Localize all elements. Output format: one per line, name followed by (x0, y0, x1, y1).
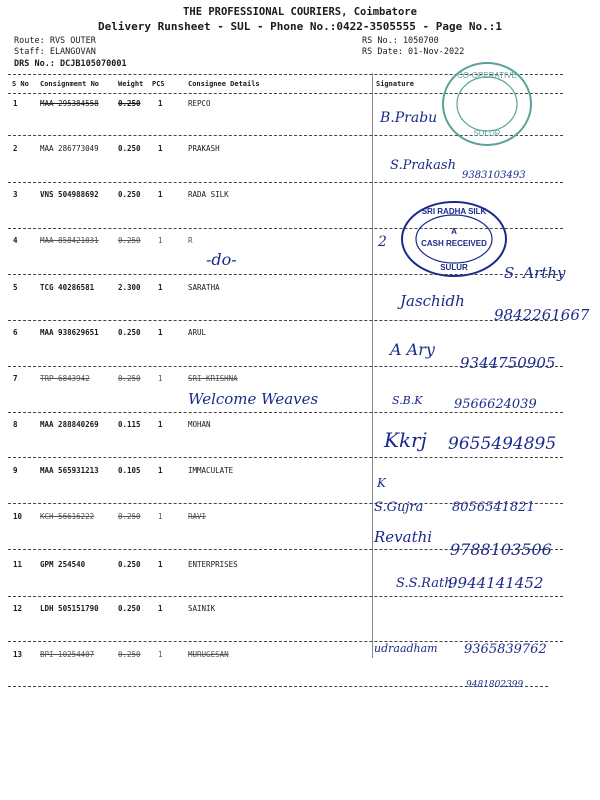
row-pcs: 1 (158, 466, 163, 475)
row-weight: 0.250 (118, 512, 141, 521)
phone-row12: 9944141452 (448, 574, 544, 592)
rs-number: RS No.: 1050700 (362, 36, 439, 46)
row-sno: 12 (13, 604, 23, 613)
row-consignee: RAVI (188, 512, 207, 521)
row-consignment: VNS 504988692 (40, 190, 99, 199)
row-consignee: IMMACULATE (188, 466, 234, 475)
header-weight: Weight (118, 80, 144, 88)
row-weight: 0.250 (118, 560, 141, 569)
row-consignee: R (188, 236, 193, 245)
row-consignee: MOHAN (188, 420, 211, 429)
row-consignment: MAA 295384558 (40, 99, 99, 108)
mark-row9: K (377, 476, 386, 490)
stamp-top-text: CO-OPERATIVE (457, 71, 517, 80)
row-weight: 0.250 (118, 328, 141, 337)
phone-row2: 9383103493 (462, 170, 526, 181)
row-consignee: SARATHA (188, 283, 220, 292)
cooperative-stamp (438, 58, 536, 150)
phone-row8: 9655494895 (448, 434, 557, 454)
row-sno: 4 (13, 236, 18, 245)
row-consignee: REPCO (188, 99, 211, 108)
row-sno: 1 (13, 99, 18, 108)
signature-row1: B.Prabu (380, 110, 438, 126)
name-row10: Revathi (374, 528, 433, 546)
signature-row7: S.B.K (392, 394, 423, 407)
signature-row12: S.S.Rath (396, 576, 453, 591)
row-pcs: 1 (158, 99, 163, 108)
row-pcs: 1 (158, 374, 163, 383)
row-pcs: 1 (158, 512, 163, 521)
row-sno: 10 (13, 512, 23, 521)
row-weight: 0.250 (118, 190, 141, 199)
rs-date: RS Date: 01-Nov-2022 (362, 47, 465, 57)
row-pcs: 1 (158, 328, 163, 337)
row-consignee: ENTERPRISES (188, 560, 238, 569)
row-rule (8, 182, 563, 183)
phone-row5: 9842261667 (494, 306, 590, 324)
row-weight: 0.105 (118, 466, 141, 475)
row-weight: 0.250 (118, 650, 141, 659)
name-row5: Jaschidh (400, 292, 465, 310)
row-consignment: MAA 286773049 (40, 144, 99, 153)
row-consignee: SAINIK (188, 604, 216, 613)
phone-row11: 9788103506 (450, 540, 552, 559)
row-weight: 2.300 (118, 283, 141, 292)
signature-row8: Kkrj (384, 428, 427, 452)
row-pcs: 1 (158, 420, 163, 429)
header-consignment: Consignment No (40, 80, 100, 88)
row-sno: 7 (13, 374, 18, 383)
phone-row6: 9344750905 (460, 354, 556, 372)
row-rule (8, 412, 563, 413)
stamp2-mid2-text: CASH RECEIVED (421, 239, 487, 248)
phone-row7: 9566624039 (454, 397, 537, 412)
header-sno: S No (12, 80, 29, 88)
row-consignment: TRP 6843942 (40, 374, 90, 383)
row-consignment: TCG 40286581 (40, 283, 95, 292)
row-sno: 6 (13, 328, 18, 337)
row-sno: 13 (13, 650, 23, 659)
signature-row13: udraadham (374, 642, 438, 655)
row-consignee: SRI KRISHNA (188, 374, 238, 383)
phone2-row13: 9481802399 (466, 680, 524, 690)
row-consignment: LDH 505151790 (40, 604, 99, 613)
row-rule (8, 596, 563, 597)
row-consignee: PRAKASH (188, 144, 220, 153)
row-consignment: KCH 56616222 (40, 512, 95, 521)
mark-row4: -do- (206, 250, 237, 269)
drs-number: DRS No.: DCJB105070001 (14, 59, 127, 69)
stamp2-mid1-text: A (451, 227, 457, 236)
row-pcs: 1 (158, 144, 163, 153)
signature-row2: S.Prakash (390, 158, 456, 173)
row-pcs: 1 (158, 604, 163, 613)
header-signature: Signature (376, 80, 414, 88)
row-consignment: MAA 938629651 (40, 328, 99, 337)
row-sno: 9 (13, 466, 18, 475)
header-consignee: Consignee Details (188, 80, 260, 88)
row-sno: 2 (13, 144, 18, 153)
row-weight: 0.115 (118, 420, 141, 429)
phone-row13: 9365839762 (464, 642, 547, 657)
row-rule (8, 457, 563, 458)
row-consignment: MAA 565931213 (40, 466, 99, 475)
stamp2-bottom-text: SULUR (440, 263, 468, 272)
runsheet-title: Delivery Runsheet - SUL - Phone No.:0422-3505555 - Page No.:1 (98, 20, 502, 33)
phone-row10: 8056541821 (452, 500, 535, 515)
row-sno: 3 (13, 190, 18, 199)
row-consignment: MAA 858421031 (40, 236, 99, 245)
row-sno: 8 (13, 420, 18, 429)
route-label: Route: RVS OUTER (14, 36, 96, 46)
row-sno: 5 (13, 283, 18, 292)
company-title: THE PROFESSIONAL COURIERS, Coimbatore (183, 6, 417, 18)
row-weight: 0.250 (118, 236, 141, 245)
row-pcs: 1 (158, 560, 163, 569)
row-pcs: 1 (158, 236, 163, 245)
staff-label: Staff: ELANGOVAN (14, 47, 96, 57)
signature-row5: S. Arthy (504, 264, 566, 282)
number-row4: 2 (378, 234, 387, 250)
radha-silk-stamp (398, 198, 510, 280)
signature-row6: A Ary (390, 340, 435, 359)
row-pcs: 1 (158, 283, 163, 292)
row-pcs: 1 (158, 190, 163, 199)
row-weight: 0.250 (118, 604, 141, 613)
row-weight: 0.250 (118, 374, 141, 383)
row-pcs: 1 (158, 650, 163, 659)
row-consignee: ARUL (188, 328, 207, 337)
signature-row10: S.Gujra (374, 500, 424, 515)
row-consignee: MURUGESAN (188, 650, 229, 659)
row-sno: 11 (13, 560, 23, 569)
stamp2-top-text: SRI RADHA SILK (421, 207, 487, 216)
row-consignment: GPM 254540 (40, 560, 86, 569)
note-row7: Welcome Weaves (188, 390, 319, 408)
stamp-bottom-text: SULUR (473, 129, 501, 138)
row-rule (8, 320, 563, 321)
row-weight: 0.250 (118, 144, 141, 153)
row-consignment: BPI 10254407 (40, 650, 95, 659)
row-consignment: MAA 288840269 (40, 420, 99, 429)
header-pcs: PCS (152, 80, 165, 88)
row-weight: 0.250 (118, 99, 141, 108)
row-consignee: RADA SILK (188, 190, 229, 199)
